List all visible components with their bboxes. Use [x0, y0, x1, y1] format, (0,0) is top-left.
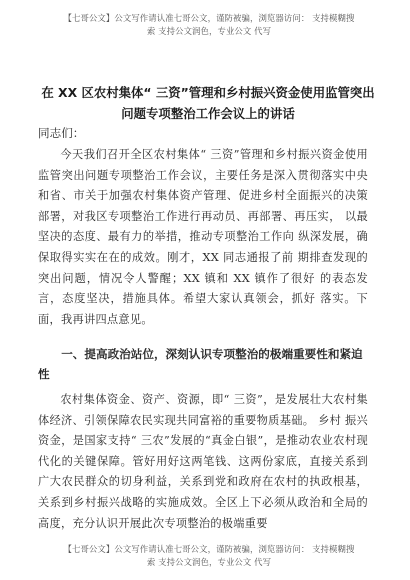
document-title: 在 XX 区农村集体“ 三资”管理和乡村振兴资金使用监管突出问题专项整治工作会议上的讲话	[41, 85, 375, 121]
page-header-banner	[44, 12, 374, 38]
greeting: 同志们：	[38, 126, 85, 140]
page-footer-banner	[44, 543, 374, 569]
section-heading-1: 一、提高政治站位，深刻认识专项整治的极端重要性和紧迫性	[38, 347, 363, 381]
paragraph-section-1: 农村集体资金、资产、资源，即“ 三资”，是发展壮大农村集体经济、引领保障农民实现共同富裕的重要物质基础。 乡村 振兴资金，是国家支持“ 三农”发展的“真金白银”，是推动农业农村现代化的关键保障。管好用好这两笔钱、这两份家底，直接关系到广大农民群众的切身利益，关系到党和政府在农村的执政根基，关系到乡村振兴战略的实施成效。全区上下必须从政治和全局的高度，充分认识开展此次专项整治的极端重要	[38, 393, 368, 530]
header-line-1: 【七哥公文】公文写作请认准七哥公文，谨防被骗，浏览器访问： 支持模糊搜	[63, 13, 355, 23]
footer-line-1: 【七哥公文】公文写作请认准七哥公文，谨防被骗，浏览器访问： 支持模糊搜	[63, 544, 355, 554]
paragraph-opening: 今天我们召开全区农村集体“ 三资”管理和乡村振兴资金使用监管突出问题专项整治工作会议，主要任务是深入贯彻落实中央和省、市关于加强农村集体资产管理、促进乡村全面振兴的决策部署，对我区专项整治工作进行再动员、再部署、再压实， 以最坚决的态度、最有力的举措，推动专项整治工作向 纵深发展，确保取得实实在在的成效。刚才，XX 同志通报了前 期排查发现的突出问题，情况令人警醒；XX 镇和 XX 镇作了很好 的表态发言，态度坚决，措施具体。希望大家认真领会，抓好 落实。下面，我再讲四点意见。	[38, 148, 368, 326]
footer-line-2: 索 支持公文润色，专业公文 代写	[146, 557, 272, 567]
header-line-2: 索 支持公文润色，专业公文 代写	[146, 26, 272, 36]
